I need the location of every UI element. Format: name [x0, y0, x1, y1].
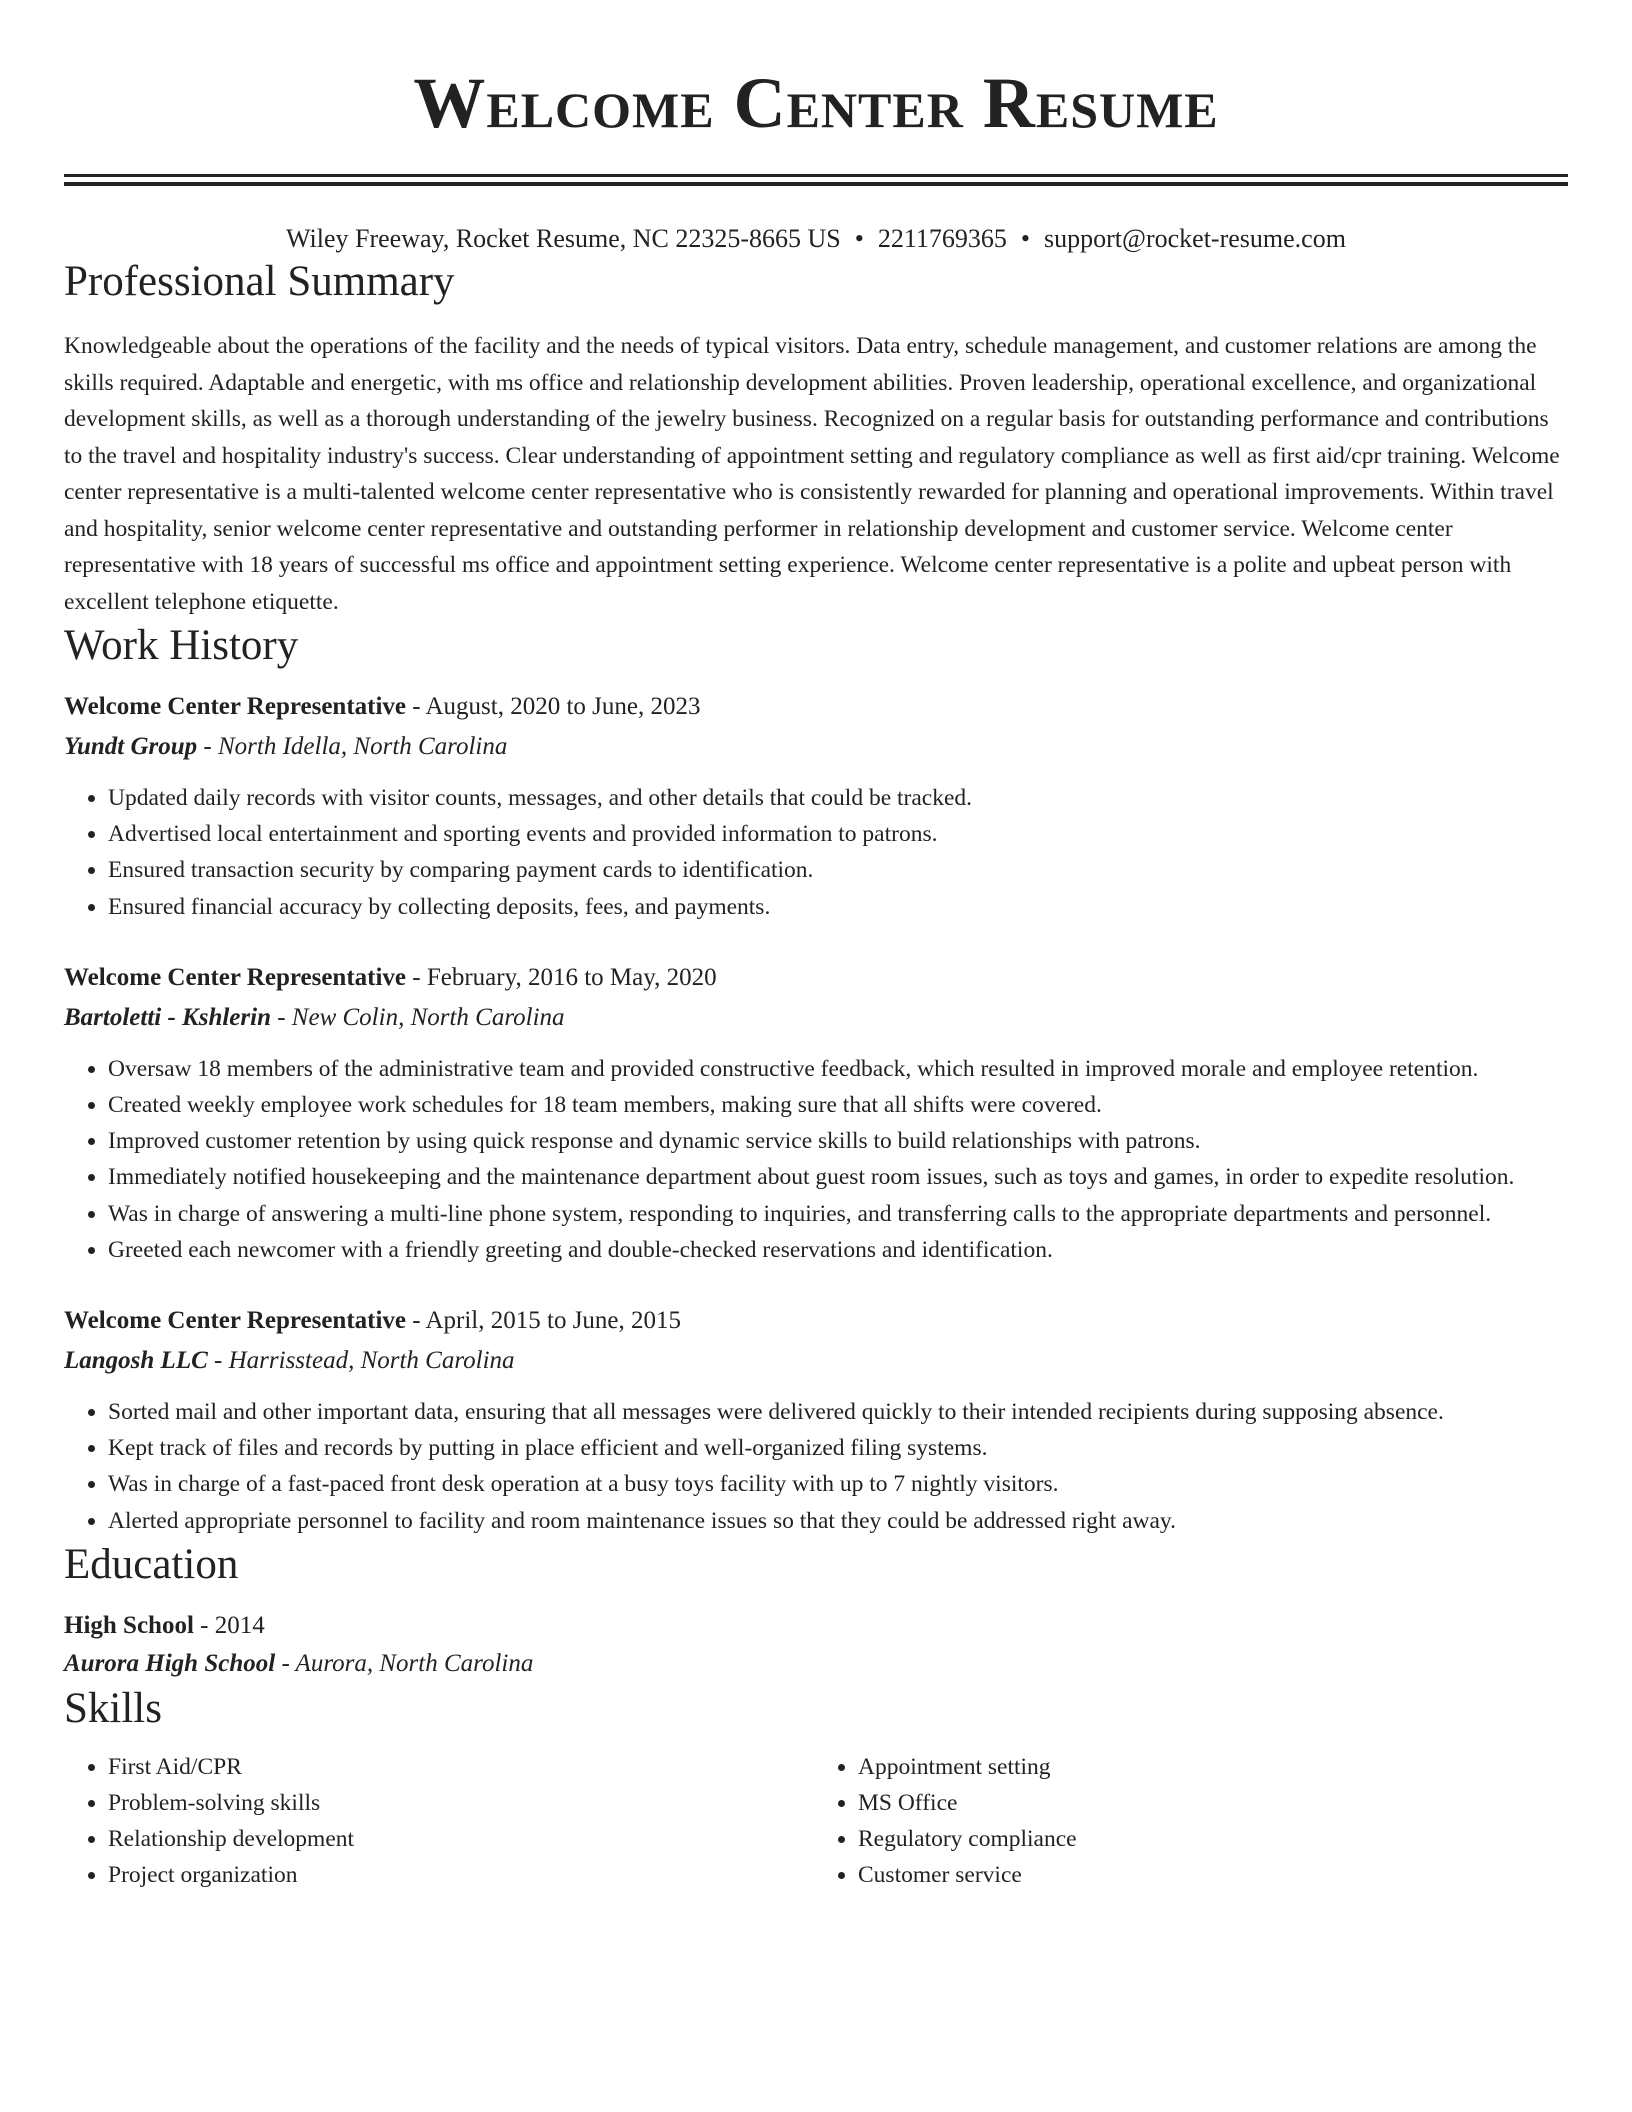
title-divider — [64, 174, 1568, 186]
list-item: • Oversaw 18 members of the administrative team and provided constructive feedback, which resulted in improved morale and employee retention. — [108, 1051, 1568, 1087]
contact-line — [64, 222, 1568, 256]
list-item: • Was in charge of answering a multi-line phone system, responding to inquiries, and transferring calls to the appropriate departments and personnel. — [108, 1196, 1568, 1232]
list-item: • Appointment setting — [858, 1749, 1566, 1785]
job-spacer — [64, 925, 1568, 959]
list-item: • Greeted each newcomer with a friendly greeting and double-checked reservations and identification. — [108, 1232, 1568, 1268]
skills-list-right — [814, 1749, 1566, 1893]
job-title-line — [64, 688, 1568, 726]
summary-heading: Professional Summary — [64, 258, 455, 305]
job-duties-list — [64, 1394, 1568, 1539]
job-location: - Harrisstead, North Carolina — [207, 1347, 515, 1375]
job-entry — [64, 688, 1568, 925]
education-degree-line — [64, 1607, 1568, 1645]
list-item: • Kept track of files and records by putting in place efficient and well-organized filing systems. — [108, 1430, 1568, 1466]
list-item: • Ensured transaction security by comparing payment cards to identification. — [108, 852, 1568, 888]
list-item: • Improved customer retention by using quick response and dynamic service skills to build relationships with patrons. — [108, 1123, 1568, 1159]
job-dates: - February, 2016 to May, 2020 — [406, 963, 717, 991]
job-company-line — [64, 999, 1568, 1037]
list-item: • Ensured financial accuracy by collecting deposits, fees, and payments. — [108, 889, 1568, 925]
job-location: - New Colin, North Carolina — [270, 1003, 565, 1031]
job-spacer — [64, 1268, 1568, 1302]
contact-phone: 2211769365 — [877, 224, 1007, 253]
job-dates: - August, 2020 to June, 2023 — [406, 693, 701, 720]
education-school-line — [64, 1645, 1568, 1683]
education-school: Aurora High School — [64, 1649, 276, 1677]
job-company: Yundt Group — [64, 733, 198, 760]
contact-separator: • — [1020, 224, 1031, 253]
list-item: • Relationship development — [108, 1821, 816, 1857]
list-item: • Sorted mail and other important data, ensuring that all messages were delivered quickly to their intended recipients during supposing absence. — [108, 1394, 1568, 1430]
list-item: • Immediately notified housekeeping and the maintenance department about guest room issues, such as toys and games, in order to expedite resolution. — [108, 1159, 1568, 1195]
education-heading: Education — [64, 1540, 239, 1588]
skills-grid — [64, 1749, 1568, 1893]
job-company-line — [64, 728, 1568, 766]
resume-title: Welcome Center Resume — [413, 63, 1219, 143]
list-item: • Updated daily records with visitor counts, messages, and other details that could be tracked. — [108, 780, 1568, 816]
job-entry — [64, 1302, 1568, 1539]
list-item: • Customer service — [858, 1857, 1566, 1893]
list-item: • Advertised local entertainment and sporting events and provided information to patrons. — [108, 816, 1568, 852]
list-item: • First Aid/CPR — [108, 1749, 816, 1785]
job-duties-list — [64, 1051, 1568, 1268]
education-year: - 2014 — [193, 1611, 265, 1639]
list-item: • MS Office — [858, 1785, 1566, 1821]
list-item: • Problem-solving skills — [108, 1785, 816, 1821]
contact-address: Wiley Freeway, Rocket Resume, NC 22325-8665 US — [286, 224, 841, 253]
work-history-heading: Work History — [64, 622, 299, 669]
job-role: Welcome Center Representative — [64, 963, 407, 991]
job-location: - North Idella, North Carolina — [197, 733, 508, 760]
list-item: • Alerted appropriate personnel to facility and room maintenance issues so that they could be addressed right away. — [108, 1503, 1568, 1539]
contact-email: support@rocket-resume.com — [1044, 224, 1346, 253]
job-company: Bartoletti - Kshlerin — [64, 1003, 271, 1031]
list-item: • Regulatory compliance — [858, 1821, 1566, 1857]
job-duties-list — [64, 780, 1568, 925]
education-location: - Aurora, North Carolina — [275, 1649, 534, 1677]
job-title-line — [64, 959, 1568, 997]
summary-text: Knowledgeable about the operations of the facility and the needs of typical visitors. Data entry, schedule management, and customer relations are among the skills required. Adaptable and energetic, with ms office and relationship development abilities. Proven leadership, operational excellence, and organizational development skills, as well as a thorough understanding of the jewelry business. Recognized on a regular basis for outstanding performance and contributions to the travel and hospitality industry's success. Clear understanding of appointment setting and regulatory compliance as well as first aid/cpr training. Welcome center representative is a multi-talented welcome center representative who is consistently rewarded for planning and operational improvements. Within travel and hospitality, senior welcome center representative and outstanding performer in relationship development and customer service. Welcome center representative with 18 years of successful ms office and appointment setting experience. Welcome center representative is a polite and upbeat person with excellent telephone etiquette. — [64, 333, 1560, 615]
job-role: Welcome Center Representative — [64, 1307, 407, 1335]
list-item: • Created weekly employee work schedules for 18 team members, making sure that all shifts were covered. — [108, 1087, 1568, 1123]
education-degree: High School — [64, 1611, 194, 1639]
list-item: • Was in charge of a fast-paced front desk operation at a busy toys facility with up to 7 nightly visitors. — [108, 1466, 1568, 1502]
job-company: Langosh LLC — [64, 1347, 208, 1375]
job-dates: - April, 2015 to June, 2015 — [406, 1307, 682, 1335]
job-company-line — [64, 1342, 1568, 1380]
job-title-line — [64, 1302, 1568, 1340]
job-role: Welcome Center Representative — [64, 693, 407, 720]
skills-list-left — [64, 1749, 816, 1893]
contact-separator: • — [854, 224, 864, 253]
job-entry — [64, 959, 1568, 1268]
list-item: • Project organization — [108, 1857, 816, 1893]
skills-heading: Skills — [64, 1684, 162, 1732]
